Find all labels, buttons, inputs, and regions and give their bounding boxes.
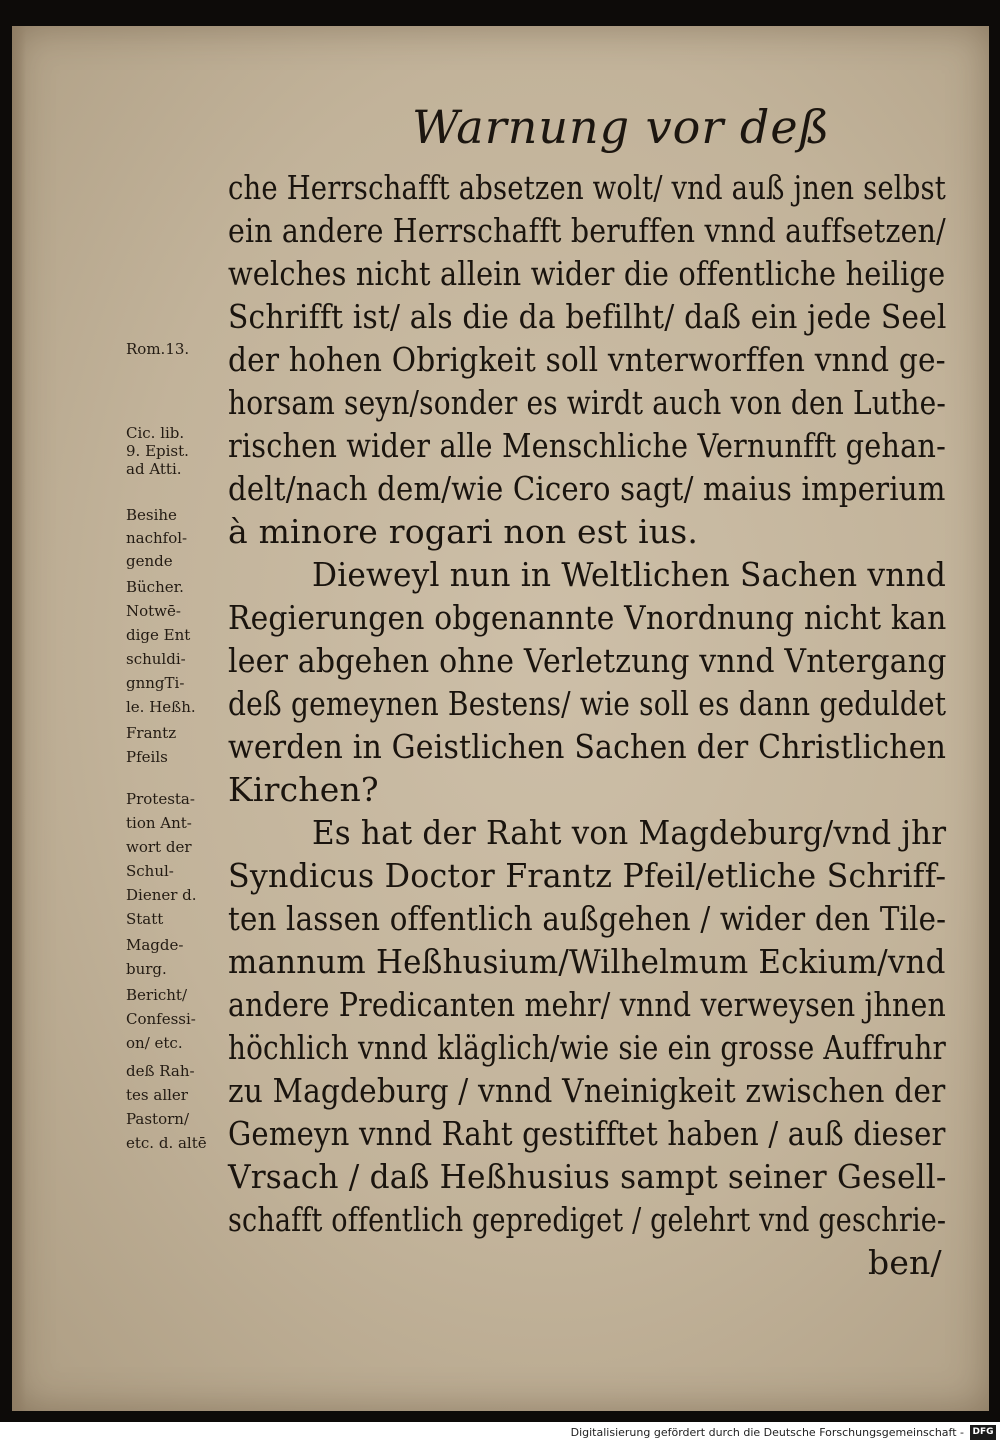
text-line-16: Es hat der Raht von Magdeburg/vnd jhr [312, 813, 947, 852]
margin-note-3: 9. Epist. [126, 442, 189, 460]
margin-note-20: Diener d. [126, 886, 197, 904]
margin-note-18: wort der [126, 838, 192, 856]
page-edge-shadow [12, 26, 26, 1411]
text-line-5: der hohen Obrigkeit soll vnterworffen vnnd ge- [228, 340, 946, 379]
text-line-20: andere Predicanten mehr/ vnnd verweysen jhnen [228, 985, 946, 1024]
text-line-22: zu Magdeburg / vnnd Vneinigkeit zwischen der [228, 1071, 946, 1110]
margin-note-29: Pastorn/ [126, 1110, 190, 1128]
margin-note-19: Schul- [126, 862, 174, 880]
funding-credit: Digitalisierung gefördert durch die Deutsche Forschungsgemeinschaft - [570, 1426, 964, 1439]
text-line-14: werden in Geistlichen Sachen der Christlichen [228, 727, 947, 766]
margin-note-2: Cic. lib. [126, 424, 185, 442]
margin-note-15: Pfeils [126, 748, 168, 766]
text-line-11: Regierungen obgenannte Vnordnung nicht kan [228, 598, 947, 637]
margin-note-22: Magde- [126, 936, 184, 954]
text-line-15: Kirchen? [228, 770, 379, 809]
footer-bar [0, 1422, 1000, 1444]
margin-note-26: on/ etc. [126, 1034, 183, 1052]
margin-note-23: burg. [126, 960, 167, 978]
margin-note-9: Notwē- [126, 602, 181, 620]
text-line-25: schafft offentlich geprediget / gelehrt vnd geschrie- [228, 1200, 947, 1239]
text-line-3: welches nicht allein wider die offentliche heilige [228, 254, 946, 293]
margin-note-30: etc. d. altē [126, 1134, 207, 1152]
text-line-12: leer abgehen ohne Verletzung vnnd Vntergang [228, 641, 947, 680]
text-line-21: höchlich vnnd kläglich/wie sie ein grosse Auffruhr [228, 1028, 946, 1067]
text-line-13: deß gemeynen Bestens/ wie soll es dann geduldet [228, 684, 947, 723]
margin-note-21: Statt [126, 910, 164, 928]
margin-note-6: nachfol- [126, 529, 188, 547]
margin-note-1: Rom.13. [126, 340, 190, 358]
text-line-24: Vrsach / daß Heßhusius sampt seiner Gesell- [228, 1157, 947, 1196]
text-line-1: che Herrschafft absetzen wolt/ vnd auß jnen selbst [228, 168, 946, 207]
margin-note-4: ad Atti. [126, 460, 182, 478]
margin-note-8: Bücher. [126, 578, 184, 596]
margin-note-28: tes aller [126, 1086, 188, 1104]
text-line-8: delt/nach dem/wie Cicero sagt/ maius imperium [228, 469, 946, 508]
text-line-7: rischen wider alle Menschliche Vernunfft gehan- [228, 426, 947, 465]
margin-note-10: dige Ent [126, 626, 191, 644]
dfg-logo: DFG [970, 1425, 996, 1440]
margin-note-14: Frantz [126, 724, 177, 742]
text-line-10: Dieweyl nun in Weltlichen Sachen vnnd [312, 555, 947, 594]
text-line-18: ten lassen offentlich außgehen / wider den Tile- [228, 899, 947, 938]
text-line-23: Gemeyn vnnd Raht gestifftet haben / auß dieser [228, 1114, 946, 1153]
margin-note-7: gende [126, 552, 173, 570]
margin-note-13: le. Heßh. [126, 698, 196, 716]
text-line-19: mannum Heßhusium/Wilhelmum Eckium/vnd [228, 942, 946, 981]
margin-note-11: schuldi- [126, 650, 186, 668]
margin-note-17: tion Ant- [126, 814, 192, 832]
margin-note-24: Bericht/ [126, 986, 188, 1004]
text-line-9: à minore rogari non est ius. [228, 512, 699, 551]
margin-note-5: Besihe [126, 506, 177, 524]
text-line-4: Schrifft ist/ als die da befilht/ daß ein jede Seel [228, 297, 947, 336]
margin-note-25: Confessi- [126, 1010, 196, 1028]
running-header: Warnung vor deß [412, 100, 831, 154]
margin-note-12: gnngTi- [126, 674, 185, 692]
text-line-17: Syndicus Doctor Frantz Pfeil/etliche Schriff- [228, 856, 947, 895]
margin-note-27: deß Rah- [126, 1062, 195, 1080]
text-line-2: ein andere Herrschafft beruffen vnnd auffsetzen/ [228, 211, 946, 250]
catchword: ben/ [868, 1243, 942, 1282]
text-line-6: horsam seyn/sonder es wirdt auch von den Luthe- [228, 383, 947, 422]
margin-note-16: Protesta- [126, 790, 195, 808]
